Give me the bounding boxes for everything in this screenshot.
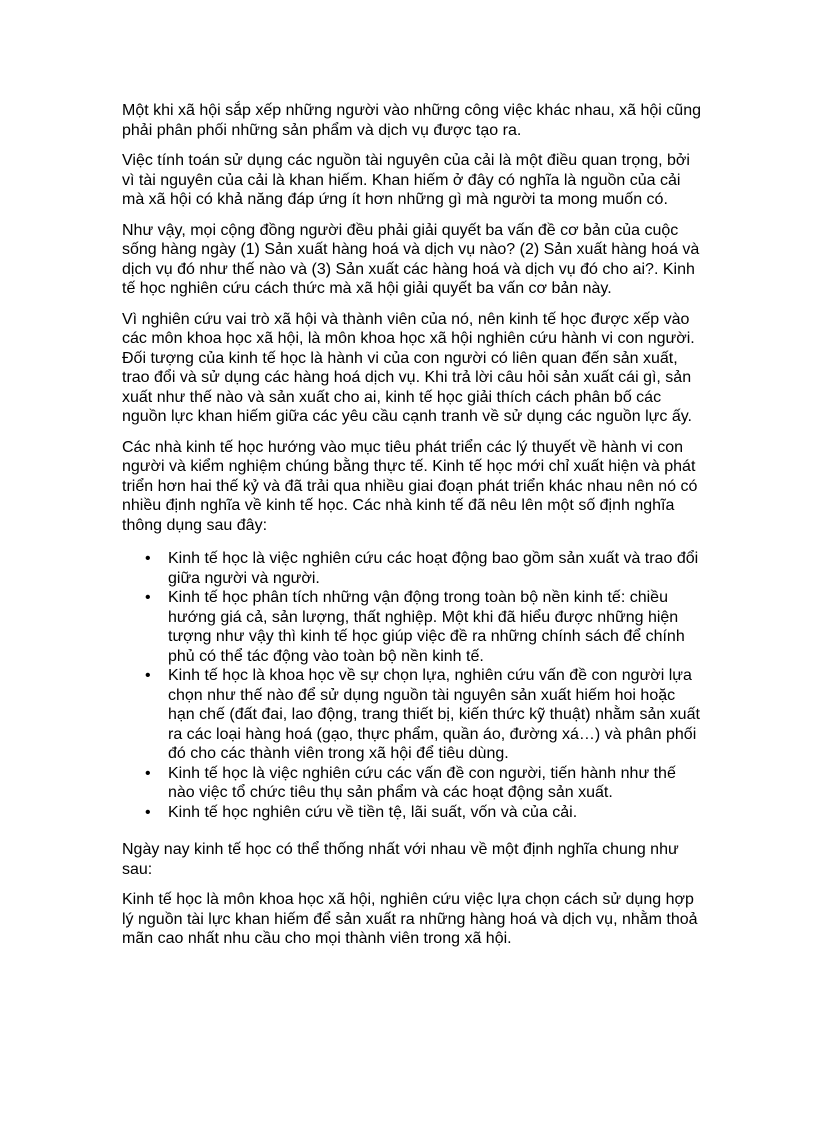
paragraph-common-definition-intro: Ngày nay kinh tế học có thể thống nhất với nhau về một định nghĩa chung như sau: [122, 841, 679, 878]
paragraph-social-science: Vì nghiên cứu vai trò xã hội và thành viên của nó, nên kinh tế học được xếp vào các môn khoa học xã hội, là môn khoa học xã hội nghiên cứu hành vi con người. Đối tượng của kinh tế học là hành vi của con người có liên quan đến sản xuất, trao đổi và sử dụng các hàng hoá dịch vụ. Khi trả lời câu hỏi sản xuất cái gì, sản xuất như thế nào và sản xuất cho ai, kinh tế học giải thích cách phân bố các nguồn lực khan hiếm giữa các yêu cầu cạnh tranh về sử dụng các nguồn lực ấy. [122, 310, 695, 425]
paragraph-common-definition: Kinh tế học là môn khoa học xã hội, nghiên cứu việc lựa chọn cách sử dụng hợp lý nguồn tài lực khan hiếm để sản xuất ra những hàng hoá và dịch vụ, nhằm thoả mãn cao nhất nhu cầu cho mọi thành viên trong xã hội. [122, 891, 698, 947]
paragraph-definitions-intro: Các nhà kinh tế học hướng vào mục tiêu phát triển các lý thuyết về hành vi con người và kiểm nghiệm chúng bằng thực tế. Kinh tế học mới chỉ xuất hiện và phát triển hơn hai thế kỷ và đã trải qua nhiều giai đoạn phát triển khác nhau nên nó có nhiều định nghĩa về kinh tế học. Các nhà kinh tế đã nêu lên một số định nghĩa thông dụng sau đây: [122, 438, 698, 534]
list-item: • Kinh tế học là việc nghiên cứu các hoạt động bao gồm sản xuất và trao đổi giữa người và người. [168, 549, 704, 588]
definitions-list [122, 549, 704, 822]
list-item: • Kinh tế học nghiên cứu về tiền tệ, lãi suất, vốn và của cải. [168, 803, 704, 823]
paragraph-scarcity: Việc tính toán sử dụng các nguồn tài nguyên của cải là một điều quan trọng, bởi vì tài nguyên của cải là khan hiếm. Khan hiếm ở đây có nghĩa là nguồn của cải mà xã hội có khả năng đáp ứng ít hơn những gì mà người ta mong muốn có. [122, 152, 690, 208]
paragraph-basic-problems: Như vậy, mọi cộng đồng người đều phải giải quyết ba vấn đề cơ bản của cuộc sống hàng ngày (1) Sản xuất hàng hoá và dịch vụ nào? (2) Sản xuất hàng hoá và dịch vụ đó như thế nào và (3) Sản xuất các hàng hoá và dịch vụ đó cho ai?. Kinh tế học nghiên cứu cách thức mà xã hội giải quyết ba vấn cơ bản này. [122, 221, 700, 297]
paragraph-intro: Một khi xã hội sắp xếp những người vào những công việc khác nhau, xã hội cũng phải phân phối những sản phẩm và dịch vụ được tạo ra. [122, 102, 701, 139]
list-item: • Kinh tế học là khoa học về sự chọn lựa, nghiên cứu vấn đề con người lựa chọn như thế nào để sử dụng nguồn tài nguyên sản xuất hiếm hoi hoặc hạn chế (đất đai, lao động, trang thiết bị, kiến thức kỹ thuật) nhằm sản xuất ra các loại hàng hoá (gạo, thực phẩm, quần áo, đường xá…) và phân phối đó cho các thành viên trong xã hội để tiêu dùng. [168, 666, 704, 764]
list-item: • Kinh tế học là việc nghiên cứu các vấn đề con người, tiến hành như thế nào việc tổ chức tiêu thụ sản phẩm và các hoạt động sản xuất. [168, 764, 704, 803]
document-page [122, 101, 704, 960]
list-item: • Kinh tế học phân tích những vận động trong toàn bộ nền kinh tế: chiều hướng giá cả, sản lượng, thất nghiệp. Một khi đã hiểu được những hiện tượng như vậy thì kinh tế học giúp việc đề ra những chính sách để chính phủ có thể tác động vào toàn bộ nền kinh tế. [168, 588, 704, 666]
